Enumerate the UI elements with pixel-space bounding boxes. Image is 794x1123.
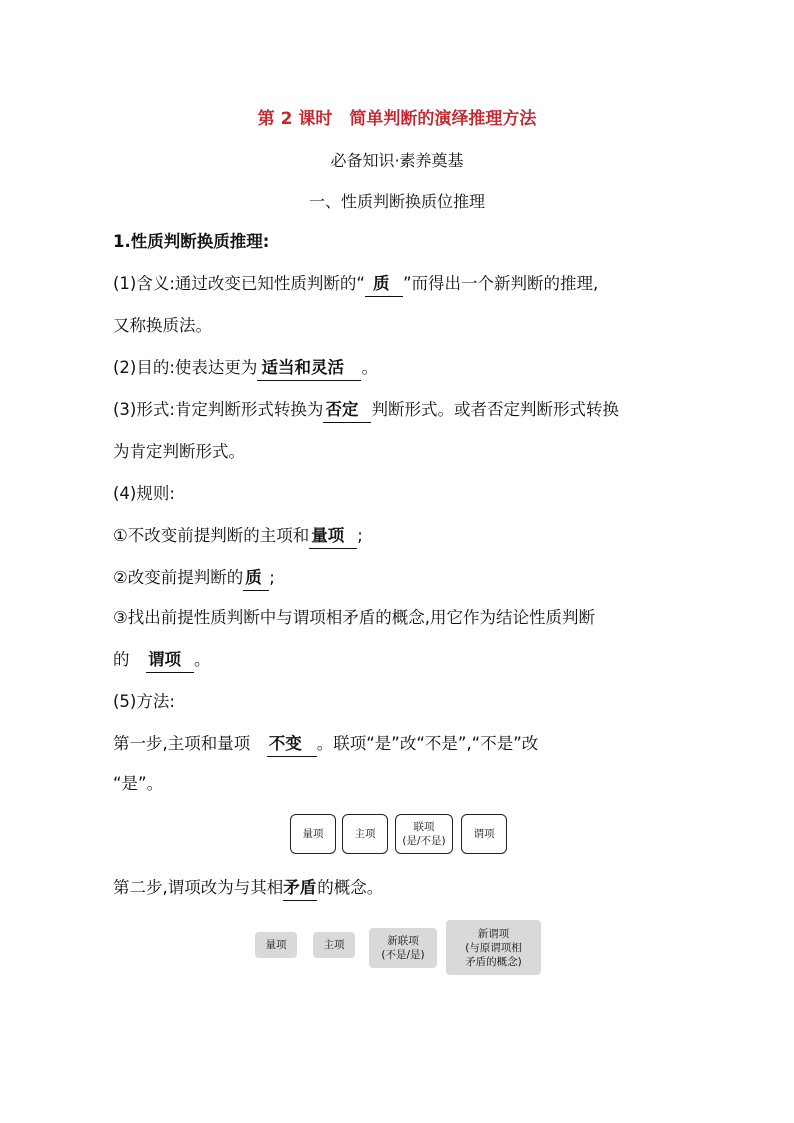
form-line: (3)形式:肯定判断形式转换为 否定 判断形式。或者否定判断形式转换 [113, 398, 619, 423]
section-heading: 一、性质判断换质位推理 [308, 192, 485, 211]
answer-blank: 谓项 [146, 648, 194, 673]
step-1-cont: “是”。 [113, 774, 164, 793]
definition-line: (1)含义:通过改变已知性质判断的“ 质 ”而得出一个新判断的推理, [113, 272, 598, 297]
diagram-box-quantifier: 量项 [290, 814, 336, 854]
heading-obversion: 1.性质判断换质推理: [113, 232, 270, 251]
definition-line-cont: 又称换质法。 [113, 316, 212, 335]
diagram-box-new-copula: 新联项 (不是/是) [369, 928, 437, 968]
diagram-box-subject: 主项 [313, 932, 355, 958]
step-1: 第一步,主项和量项 不变 。联项“是”改“不是”,“不是”改 [113, 732, 538, 757]
rule-3-cont: 的 谓项 。 [113, 648, 211, 673]
lesson-title: 第 2 课时 简单判断的演绎推理方法 [257, 109, 537, 129]
diagram-box-copula: 联项 (是/不是) [395, 814, 453, 854]
answer-blank: 否定 [323, 398, 371, 423]
rules-heading: (4)规则: [113, 484, 175, 503]
method-heading: (5)方法: [113, 692, 175, 711]
rule-2: ②改变前提判断的 质 ; [113, 566, 275, 591]
answer-blank: 不变 [267, 732, 317, 757]
answer-blank: 矛盾 [283, 876, 317, 901]
rule-3: ③找出前提性质判断中与谓项相矛盾的概念,用它作为结论性质判断 [113, 608, 596, 627]
purpose-line: (2)目的:使表达更为 适当和灵活 。 [113, 356, 378, 381]
section-subtitle: 必备知识·素养奠基 [330, 151, 464, 170]
rule-1: ①不改变前提判断的主项和 量项 ; [113, 524, 363, 549]
diagram-box-quantifier: 量项 [255, 932, 297, 958]
diagram-box-new-predicate: 新谓项 (与原谓项相 矛盾的概念) [446, 920, 541, 975]
step-2: 第二步,谓项改为与其相矛盾的概念。 [113, 876, 383, 901]
diagram-box-predicate: 谓项 [461, 814, 507, 854]
answer-blank: 量项 [309, 524, 357, 549]
form-line-cont: 为肯定判断形式。 [113, 442, 245, 461]
answer-blank: 适当和灵活 [257, 356, 361, 381]
answer-blank: 质 [365, 272, 403, 297]
diagram-box-subject: 主项 [342, 814, 388, 854]
answer-blank: 质 [243, 566, 269, 591]
